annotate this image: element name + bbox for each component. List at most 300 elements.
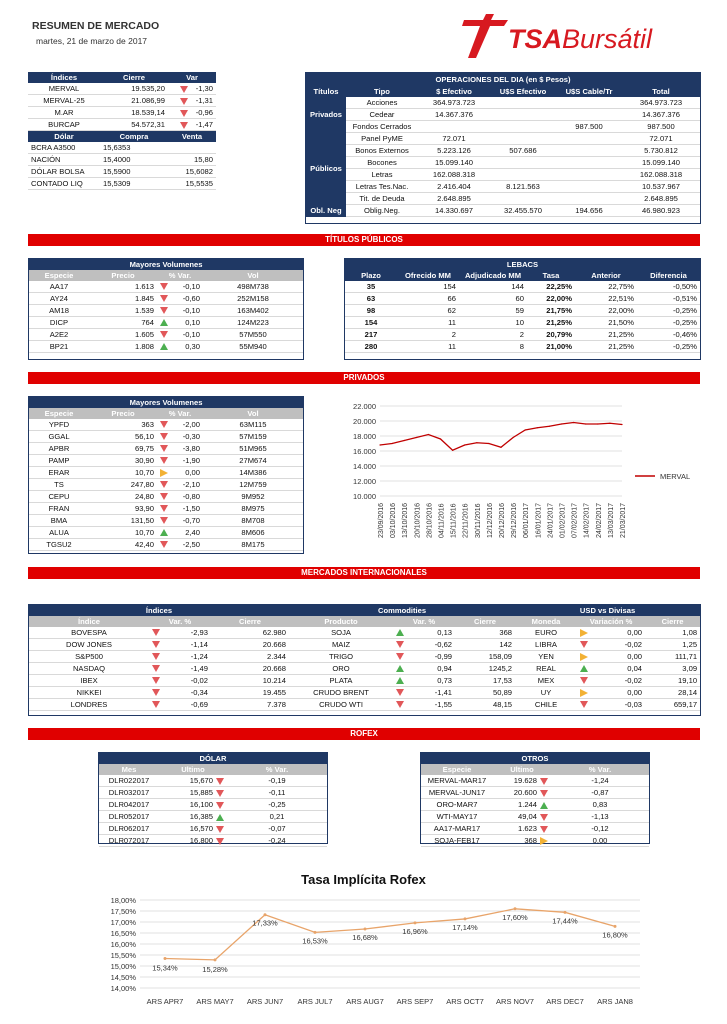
x-tick-label: 07/02/2017 [571, 502, 579, 538]
merval-point [561, 423, 562, 424]
col-header: Compra [100, 131, 168, 143]
tipo: Tit. de Deuda [346, 193, 418, 205]
col-header: Dólar [28, 131, 100, 143]
var-cell [157, 281, 203, 293]
section-titulos-publicos: TÍTULOS PÚBLICOS [28, 234, 700, 246]
var-value: -0,70 [182, 516, 200, 525]
arrow-down-icon [160, 517, 168, 524]
name-cell: NASDAQ [29, 663, 149, 675]
name-cell: LONDRES [29, 699, 149, 711]
table-row [345, 329, 700, 341]
x-tick-label: 21/03/2017 [620, 502, 627, 538]
name-cell: CHILE [515, 699, 577, 711]
var-cell [149, 663, 211, 675]
ops-cell: 32.455.570 [490, 205, 556, 217]
efectivo-usd [490, 193, 556, 205]
table-row [345, 281, 700, 293]
var-value: -2,10 [182, 480, 200, 489]
table-row [29, 479, 303, 491]
especie: ERAR [29, 467, 89, 479]
rofex-dolar-title: DÓLAR [99, 753, 327, 764]
var-value: 0,00 [627, 652, 643, 661]
table-row [306, 181, 700, 193]
name-cell: AA17-MAR17 [421, 823, 493, 835]
ultimo-cell [159, 787, 227, 799]
col-header: Ofrecido MM [397, 270, 459, 281]
close-cell: 50,89 [455, 687, 515, 699]
arrow-down-icon [216, 802, 224, 809]
table-row [29, 515, 303, 527]
ultimo-cell [493, 799, 551, 811]
col-header: Especie [29, 270, 89, 281]
x-tick-label: ARS NOV7 [496, 997, 534, 1006]
table-row [28, 166, 216, 178]
operaciones-oblneg-row [306, 205, 700, 217]
var-cell [577, 699, 645, 711]
name-cell: PLATA [289, 675, 393, 687]
var-value: -2,00 [182, 420, 200, 429]
var-value: -1,90 [182, 456, 200, 465]
logo-text-tsa: TSA [508, 24, 562, 54]
var-cell [393, 675, 455, 687]
data-label: 16,68% [352, 933, 378, 943]
especie: BP21 [29, 341, 89, 353]
arrow-down-icon [160, 493, 168, 500]
merval-point [513, 437, 514, 438]
var-cell [168, 95, 216, 107]
precio: 764 [89, 317, 157, 329]
table-row [29, 539, 303, 551]
merval-point [392, 443, 393, 444]
ultimo-cell [159, 811, 227, 823]
var-value: -0,02 [624, 640, 643, 649]
name-cell: CRUDO BRENT [289, 687, 393, 699]
ultimo-cell [493, 823, 551, 835]
merval-point [404, 440, 405, 441]
name-cell: BOVESPA [29, 627, 149, 639]
acciones-table [29, 397, 303, 551]
merval-point [476, 442, 477, 443]
data-label: 16,53% [302, 936, 328, 946]
var-cell [157, 479, 203, 491]
arrow-down-icon [540, 790, 548, 797]
efectivo-pesos: 2.648.895 [418, 193, 490, 205]
efectivo-pesos: 15.099.140 [418, 157, 490, 169]
especie: AA17 [29, 281, 89, 293]
total: 364.973.723 [622, 97, 700, 109]
close-cell: 111,71 [645, 651, 700, 663]
total: 162.088.318 [622, 169, 700, 181]
efectivo-usd [490, 157, 556, 169]
var-value: -0,30 [182, 432, 200, 441]
precio: 1.808 [89, 341, 157, 353]
table-row [28, 142, 216, 154]
table-row [29, 627, 700, 639]
arrow-down-icon [160, 481, 168, 488]
table-row [28, 95, 216, 107]
arrow-right-icon [160, 469, 168, 477]
var-value: -1,30 [195, 84, 213, 93]
total: 72.071 [622, 133, 700, 145]
merval-point [500, 447, 501, 448]
ops-cell: Oblig.Neg. [346, 205, 418, 217]
arrow-down-icon [152, 653, 160, 660]
col-header: Var. % [393, 616, 455, 627]
logo-mark-icon [460, 12, 512, 60]
name-cell: DLR052017 [99, 811, 159, 823]
var-value: -0,10 [182, 330, 200, 339]
merval-point [525, 429, 526, 430]
table-row [99, 799, 327, 811]
arrow-down-icon [396, 653, 404, 660]
var-cell [157, 305, 203, 317]
var-cell [157, 491, 203, 503]
var-cell [157, 503, 203, 515]
var-cell [149, 639, 211, 651]
close-cell: 19.455 [211, 687, 289, 699]
name-cell: DOW JONES [29, 639, 149, 651]
arrow-up-icon [396, 677, 404, 684]
precio: 10,70 [89, 467, 157, 479]
especie: TS [29, 479, 89, 491]
var-cell [157, 539, 203, 551]
var-value: -0,96 [195, 108, 213, 117]
ultimo-value: 368 [524, 836, 537, 845]
dolar-compra: 15,6353 [100, 142, 168, 154]
bonos-title: Mayores Volumenes [29, 259, 303, 270]
var-cell [157, 467, 203, 479]
name-cell: MEX [515, 675, 577, 687]
table-row [421, 823, 649, 835]
precio: 56,10 [89, 431, 157, 443]
ultimo-cell [159, 799, 227, 811]
acciones-panel [28, 396, 304, 554]
var-value: 0,13 [437, 628, 453, 637]
close-cell: 48,15 [455, 699, 515, 711]
col-header: Moneda [515, 616, 577, 627]
efectivo-pesos: 364.973.723 [418, 97, 490, 109]
var-cell [168, 83, 216, 95]
var-value: -0,60 [182, 294, 200, 303]
merval-point [428, 434, 429, 435]
efectivo-pesos: 162.088.318 [418, 169, 490, 181]
arrow-down-icon [396, 701, 404, 708]
arrow-up-icon [396, 629, 404, 636]
tasa-point [164, 957, 167, 960]
group-title-commodities: Commodities [289, 605, 515, 616]
especie: PAMP [29, 455, 89, 467]
ultimo-cell [159, 823, 227, 835]
var-value: -1,47 [195, 120, 213, 129]
index-close: 21.086,99 [100, 95, 168, 107]
dolar-name: DÓLAR BOLSA [28, 166, 100, 178]
name-cell: YEN [515, 651, 577, 663]
y-tick-label: 18,00% [110, 896, 136, 905]
col-header: Cierre [455, 616, 515, 627]
x-tick-label: 03/10/2016 [390, 502, 398, 538]
index-close: 54.572,31 [100, 119, 168, 131]
index-name: BURCAP [28, 119, 100, 131]
plazo: 63 [345, 293, 397, 305]
arrow-down-icon [160, 505, 168, 512]
efectivo-usd [490, 169, 556, 181]
var-value: -0,87 [551, 787, 649, 799]
x-tick-label: 14/02/2017 [583, 502, 591, 538]
table-row [29, 527, 303, 539]
group-label: Privados [306, 97, 346, 133]
table-row [345, 293, 700, 305]
data-label: 15,34% [152, 963, 178, 973]
name-cell: IBEX [29, 675, 149, 687]
efectivo-usd [490, 109, 556, 121]
x-tick-label: ARS JUN7 [246, 997, 284, 1006]
var-cell [157, 527, 203, 539]
especie: CEPU [29, 491, 89, 503]
y-tick-label: 16.000 [353, 447, 376, 456]
anterior: 21,50% [575, 317, 637, 329]
logo-text-bursatil: Bursátil [562, 24, 653, 54]
tasa: 21,00% [527, 341, 575, 353]
x-tick-label: ARS AUG7 [346, 997, 384, 1006]
ultimo-cell [493, 775, 551, 787]
table-row [29, 329, 303, 341]
var-cell [577, 651, 645, 663]
close-cell: 659,17 [645, 699, 700, 711]
arrow-down-icon [180, 122, 188, 129]
y-tick-label: 14,00% [110, 984, 136, 993]
especie: FRAN [29, 503, 89, 515]
lebacs-panel [344, 258, 701, 360]
precio: 131,50 [89, 515, 157, 527]
plazo: 217 [345, 329, 397, 341]
var-value: 0,10 [185, 318, 200, 327]
table-row [28, 107, 216, 119]
arrow-up-icon [160, 529, 168, 536]
ofrecido: 2 [397, 329, 459, 341]
section-rofex: ROFEX [28, 728, 700, 740]
total: 987.500 [622, 121, 700, 133]
ultimo-cell [159, 835, 227, 847]
arrow-down-icon [540, 778, 548, 785]
x-tick-label: 29/12/2016 [511, 502, 519, 538]
table-row [421, 787, 649, 799]
dolar-name: BCRA A3500 [28, 142, 100, 154]
total: 14.367.376 [622, 109, 700, 121]
x-tick-label: 16/01/2017 [535, 502, 543, 538]
index-close: 19.535,20 [100, 83, 168, 95]
table-row [29, 467, 303, 479]
arrow-down-icon [160, 421, 168, 428]
var-value: -0,99 [434, 652, 453, 661]
col-header: Var. % [149, 616, 211, 627]
col-header: Ultimo [159, 764, 227, 775]
precio: 93,90 [89, 503, 157, 515]
internacionales-headers [29, 616, 700, 627]
var-cell [168, 119, 216, 131]
name-cell: ORO [289, 663, 393, 675]
dolar-compra: 15,5309 [100, 178, 168, 190]
lebacs-title: LEBACS [345, 259, 700, 270]
close-cell: 20.668 [211, 663, 289, 675]
table-row [29, 293, 303, 305]
dolar-name: CONTADO LIQ [28, 178, 100, 190]
ops-cell: 14.330.697 [418, 205, 490, 217]
table-row [99, 811, 327, 823]
col-header: Mes [99, 764, 159, 775]
arrow-down-icon [152, 689, 160, 696]
total: 2.648.895 [622, 193, 700, 205]
col-header: Adjudicado MM [459, 270, 527, 281]
x-tick-label: 12/12/2016 [486, 502, 494, 538]
x-tick-label: 24/02/2017 [595, 502, 603, 538]
table-row [306, 97, 700, 109]
arrow-right-icon [580, 689, 588, 697]
volumen: 124M223 [203, 317, 303, 329]
close-cell: 28,14 [645, 687, 700, 699]
var-value: -0,10 [182, 282, 200, 291]
tipo: Fondos Cerrados [346, 121, 418, 133]
var-value: -1,24 [551, 775, 649, 787]
name-cell: MERVAL-MAR17 [421, 775, 493, 787]
report-date: martes, 21 de marzo de 2017 [36, 36, 148, 46]
col-header: Anterior [575, 270, 637, 281]
cable-usd [556, 145, 622, 157]
arrow-up-icon [160, 343, 168, 350]
table-row [29, 663, 700, 675]
tipo: Bonos Externos [346, 145, 418, 157]
var-value: 0,73 [437, 676, 453, 685]
table-row [29, 317, 303, 329]
tipo: Cedear [346, 109, 418, 121]
tasa-point [364, 928, 367, 931]
y-tick-label: 17,50% [110, 907, 136, 916]
merval-point [537, 427, 538, 428]
x-tick-label: 30/11/2016 [474, 503, 482, 538]
anterior: 22,51% [575, 293, 637, 305]
table-row [345, 305, 700, 317]
diferencia: -0,51% [637, 293, 700, 305]
var-value: 0,00 [627, 688, 643, 697]
var-value: -0,10 [182, 306, 200, 315]
var-value: -3,80 [182, 444, 200, 453]
arrow-up-icon [216, 814, 224, 821]
var-value: -0,12 [551, 823, 649, 835]
adjudicado: 144 [459, 281, 527, 293]
efectivo-usd: 8.121.563 [490, 181, 556, 193]
y-tick-label: 17,00% [110, 918, 136, 927]
arrow-down-icon [580, 677, 588, 684]
tasa-point [614, 925, 617, 928]
operaciones-title: OPERACIONES DEL DIA (en $ Pesos) [306, 73, 700, 86]
x-tick-label: ARS APR7 [146, 997, 184, 1006]
diferencia: -0,50% [637, 281, 700, 293]
var-cell [149, 675, 211, 687]
y-tick-label: 16,00% [110, 940, 136, 949]
x-tick-label: 20/10/2016 [414, 502, 422, 538]
col-header: Var [168, 72, 216, 83]
table-row [345, 317, 700, 329]
ultimo-cell [493, 811, 551, 823]
var-cell [577, 663, 645, 675]
table-row [345, 341, 700, 353]
var-cell [393, 687, 455, 699]
col-header: Cierre [100, 72, 168, 83]
var-cell [577, 687, 645, 699]
adjudicado: 8 [459, 341, 527, 353]
precio: 1.845 [89, 293, 157, 305]
arrow-down-icon [160, 457, 168, 464]
col-header: Vol [203, 270, 303, 281]
var-cell [157, 293, 203, 305]
merval-point [452, 450, 453, 451]
table-row [29, 491, 303, 503]
volumen: 163M402 [203, 305, 303, 317]
especie: BMA [29, 515, 89, 527]
merval-point [464, 444, 465, 445]
merval-point [573, 422, 574, 423]
arrow-down-icon [160, 445, 168, 452]
x-tick-label: ARS OCT7 [446, 997, 484, 1006]
tasa: 22,00% [527, 293, 575, 305]
var-cell [577, 627, 645, 639]
tasa-point [514, 907, 517, 910]
ofrecido: 154 [397, 281, 459, 293]
arrow-up-icon [160, 319, 168, 326]
arrow-down-icon [160, 283, 168, 290]
var-value: 0,00 [551, 835, 649, 847]
table-row [28, 178, 216, 190]
merval-point [379, 444, 380, 445]
ofrecido: 11 [397, 317, 459, 329]
ultimo-value: 49,04 [517, 812, 537, 821]
close-cell: 1245,2 [455, 663, 515, 675]
arrow-down-icon [152, 629, 160, 636]
table-row [306, 169, 700, 181]
tipo: Letras Tes.Nac. [346, 181, 418, 193]
merval-point [440, 438, 441, 439]
y-tick-label: 10.000 [353, 492, 376, 501]
table-row [99, 835, 327, 847]
acciones-title: Mayores Volumenes [29, 397, 303, 408]
especie: YPFD [29, 419, 89, 431]
efectivo-pesos: 5.223.126 [418, 145, 490, 157]
dolar-venta: 15,80 [168, 154, 216, 166]
y-tick-label: 15,00% [110, 962, 136, 971]
var-value: 0,21 [227, 811, 327, 823]
col-header: % Var. [157, 270, 203, 281]
adjudicado: 59 [459, 305, 527, 317]
close-cell: 3,09 [645, 663, 700, 675]
tipo: Bocones [346, 157, 418, 169]
var-cell [157, 455, 203, 467]
volumen: 14M386 [203, 467, 303, 479]
data-label: 15,28% [202, 964, 228, 974]
col-header: % Var. [157, 408, 203, 419]
name-cell: DLR062017 [99, 823, 159, 835]
precio: 30,90 [89, 455, 157, 467]
arrow-down-icon [540, 826, 548, 833]
arrow-right-icon [580, 629, 588, 637]
var-cell [149, 627, 211, 639]
efectivo-usd: 507.686 [490, 145, 556, 157]
tasa-chart [100, 892, 660, 1016]
rofex-dolar-table [99, 753, 327, 847]
var-value: -1,41 [434, 688, 453, 697]
close-cell: 10.214 [211, 675, 289, 687]
plazo: 154 [345, 317, 397, 329]
table-row [99, 823, 327, 835]
cable-usd: 987.500 [556, 121, 622, 133]
